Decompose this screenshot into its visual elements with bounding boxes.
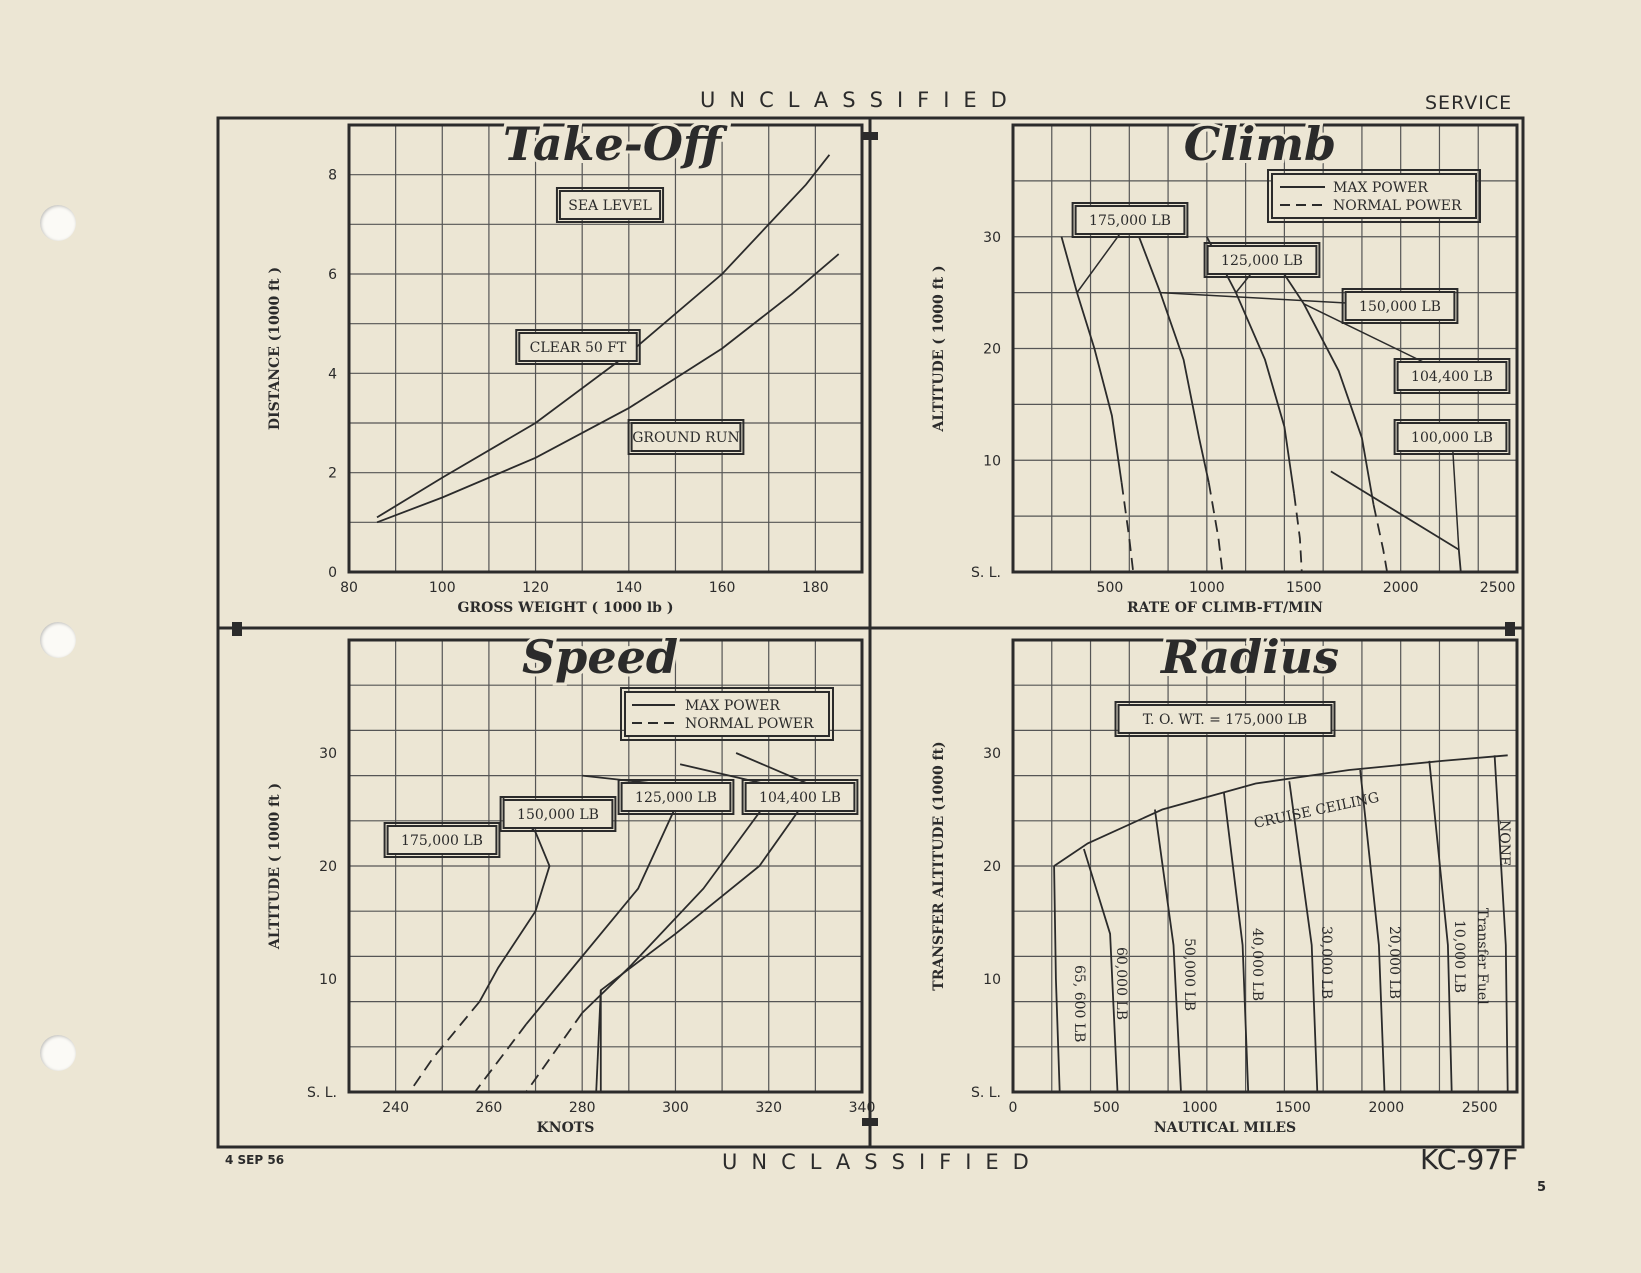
label-takeoff-weight: T. O. WT. = 175,000 LB (1142, 711, 1308, 728)
x-tick-label: 160 (708, 580, 736, 596)
y-tick-label: 4 (328, 366, 337, 383)
chart-title: Take-Off (503, 117, 721, 171)
curve-label-0: 65, 600 LB (1071, 965, 1087, 1043)
y-axis-label: ALTITUDE ( 1000 ft ) (931, 265, 947, 432)
label-weight-1: 125,000 LB (1221, 252, 1303, 269)
label-weight-0: 175,000 LB (1089, 212, 1171, 229)
chart-take-off (267, 117, 862, 616)
series-line-150-000-lb (1139, 237, 1209, 483)
x-tick-label: 320 (755, 1100, 783, 1116)
x-tick-label: 120 (522, 580, 549, 596)
label-cruise-ceiling: CRUISE CEILING (1252, 789, 1381, 832)
series-line-150-000-lb (475, 1024, 526, 1092)
x-tick-label: 180 (801, 580, 829, 596)
x-axis-label: KNOTS (536, 1120, 595, 1136)
series-line-104-400-lb (1267, 248, 1374, 505)
label-ground-run: GROUND RUN (632, 429, 740, 446)
divider-tab (862, 1118, 878, 1126)
x-tick-label: 2000 (1382, 580, 1419, 596)
x-tick-label: 1500 (1285, 580, 1322, 596)
y-tick-label: 20 (319, 859, 337, 875)
label-175000: 175,000 LB (401, 832, 483, 849)
x-axis-label: NAUTICAL MILES (1153, 1120, 1297, 1136)
label-150000: 150,000 LB (517, 806, 599, 823)
x-tick-label: 280 (568, 1100, 596, 1116)
y-tick-label: 10 (983, 972, 1001, 988)
revision-date: 4 SEP 56 (225, 1153, 285, 1167)
legend-normal-power: NORMAL POWER (685, 716, 814, 732)
series-line-125-000-lb (1294, 494, 1302, 572)
x-tick-label: 1000 (1181, 1100, 1218, 1116)
classification-top: UNCLASSIFIED (700, 88, 1021, 112)
label-weight-2: 150,000 LB (1359, 298, 1441, 315)
y-tick-label: 6 (328, 267, 337, 283)
label-104400: 104,400 LB (759, 789, 841, 806)
series-line-60-000-lb (1084, 849, 1118, 1092)
y-tick-label: 2 (328, 465, 337, 482)
x-tick-label: 100 (428, 580, 456, 596)
curve-label-7: NONE (1496, 820, 1512, 867)
y-tick-label: 30 (983, 229, 1001, 246)
series-line-none (1495, 755, 1508, 1092)
series-line-175-000-lb (1122, 483, 1134, 572)
y-tick-label: 8 (328, 167, 337, 184)
x-tick-label: 500 (1092, 1100, 1120, 1116)
series-line-10-000-lb (1429, 761, 1451, 1092)
label-weight-4: 100,000 LB (1411, 429, 1493, 446)
divider-tab (232, 622, 242, 636)
curve-label-2: 50,000 LB (1181, 938, 1197, 1012)
series-line-ground-run (377, 254, 839, 522)
x-tick-label: 2500 (1479, 580, 1516, 596)
x-axis-label: RATE OF CLIMB-FT/MIN (1127, 600, 1323, 616)
legend-normal-power: NORMAL POWER (1333, 198, 1462, 214)
curve-label-6: 10,000 LB (1451, 920, 1467, 994)
curve-label-3: 40,000 LB (1249, 928, 1265, 1002)
y-axis-label: TRANSFER ALTITUDE (1000 ft) (931, 741, 947, 991)
chart-title: Climb (1183, 117, 1337, 171)
series-line-65-600-lb (1054, 866, 1060, 1092)
x-tick-label: 240 (382, 1100, 410, 1116)
x-tick-label: 340 (848, 1100, 876, 1116)
y-tick-label: 10 (983, 453, 1001, 470)
y-tick-label: S. L. (970, 1085, 1001, 1101)
y-tick-label: 30 (983, 746, 1001, 762)
chart-speed (267, 630, 875, 1136)
x-tick-label: 260 (475, 1100, 503, 1116)
y-tick-label: 20 (983, 341, 1001, 358)
series-line-20-000-lb (1360, 770, 1384, 1092)
label-125000: 125,000 LB (635, 789, 717, 806)
x-tick-label: 2000 (1368, 1100, 1405, 1116)
x-tick-label: 140 (615, 580, 643, 596)
y-tick-label: S. L. (970, 565, 1001, 581)
series-line-100-000-lb (1331, 471, 1461, 572)
label-clear-50ft: CLEAR 50 FT (529, 339, 627, 356)
divider-tab (862, 132, 878, 140)
x-tick-label: 300 (662, 1100, 689, 1116)
y-tick-label: 0 (328, 565, 337, 581)
x-tick-label: 80 (340, 580, 358, 596)
chart-radius (931, 630, 1517, 1136)
x-tick-label: 1500 (1275, 1100, 1311, 1116)
legend-max-power: MAX POWER (685, 698, 780, 714)
x-tick-label: 1000 (1189, 580, 1225, 596)
y-axis-label: DISTANCE (1000 ft ) (267, 266, 283, 431)
y-tick-label: 20 (983, 859, 1001, 875)
section-label: SERVICE (1425, 92, 1513, 114)
x-tick-label: 2500 (1461, 1100, 1498, 1116)
y-axis-label: ALTITUDE ( 1000 ft ) (267, 782, 283, 950)
label-weight-3: 104,400 LB (1411, 368, 1493, 385)
legend-max-power: MAX POWER (1333, 180, 1428, 196)
curve-label-1: 60,000 LB (1113, 947, 1129, 1021)
y-tick-label: 30 (319, 746, 337, 762)
series-line-150-000-lb (1209, 483, 1223, 572)
chart-title: Radius (1160, 630, 1340, 684)
x-tick-label: 500 (1096, 580, 1124, 596)
chart-title: Speed (521, 630, 679, 684)
curve-label-5: 20,000 LB (1386, 926, 1402, 1000)
series-line-104-400-lb (1374, 505, 1388, 572)
curve-label-8: Transfer Fuel (1474, 908, 1490, 1005)
series-line-30-000-lb (1289, 781, 1317, 1092)
classification-bottom: UNCLASSIFIED (722, 1150, 1043, 1174)
label-sea-level: SEA LEVEL (568, 197, 652, 214)
y-tick-label: 10 (319, 972, 337, 988)
series-line-125-000-lb (526, 1013, 582, 1092)
aircraft-model: KC-97F (1420, 1143, 1519, 1176)
divider-tab (1505, 622, 1515, 636)
y-tick-label: S. L. (306, 1085, 337, 1101)
chart-climb (931, 117, 1517, 616)
curve-label-4: 30,000 LB (1318, 926, 1334, 1000)
page-number: 5 (1537, 1180, 1547, 1195)
x-axis-label: GROSS WEIGHT ( 1000 lb ) (457, 600, 674, 616)
x-tick-label: 0 (1008, 1100, 1018, 1116)
